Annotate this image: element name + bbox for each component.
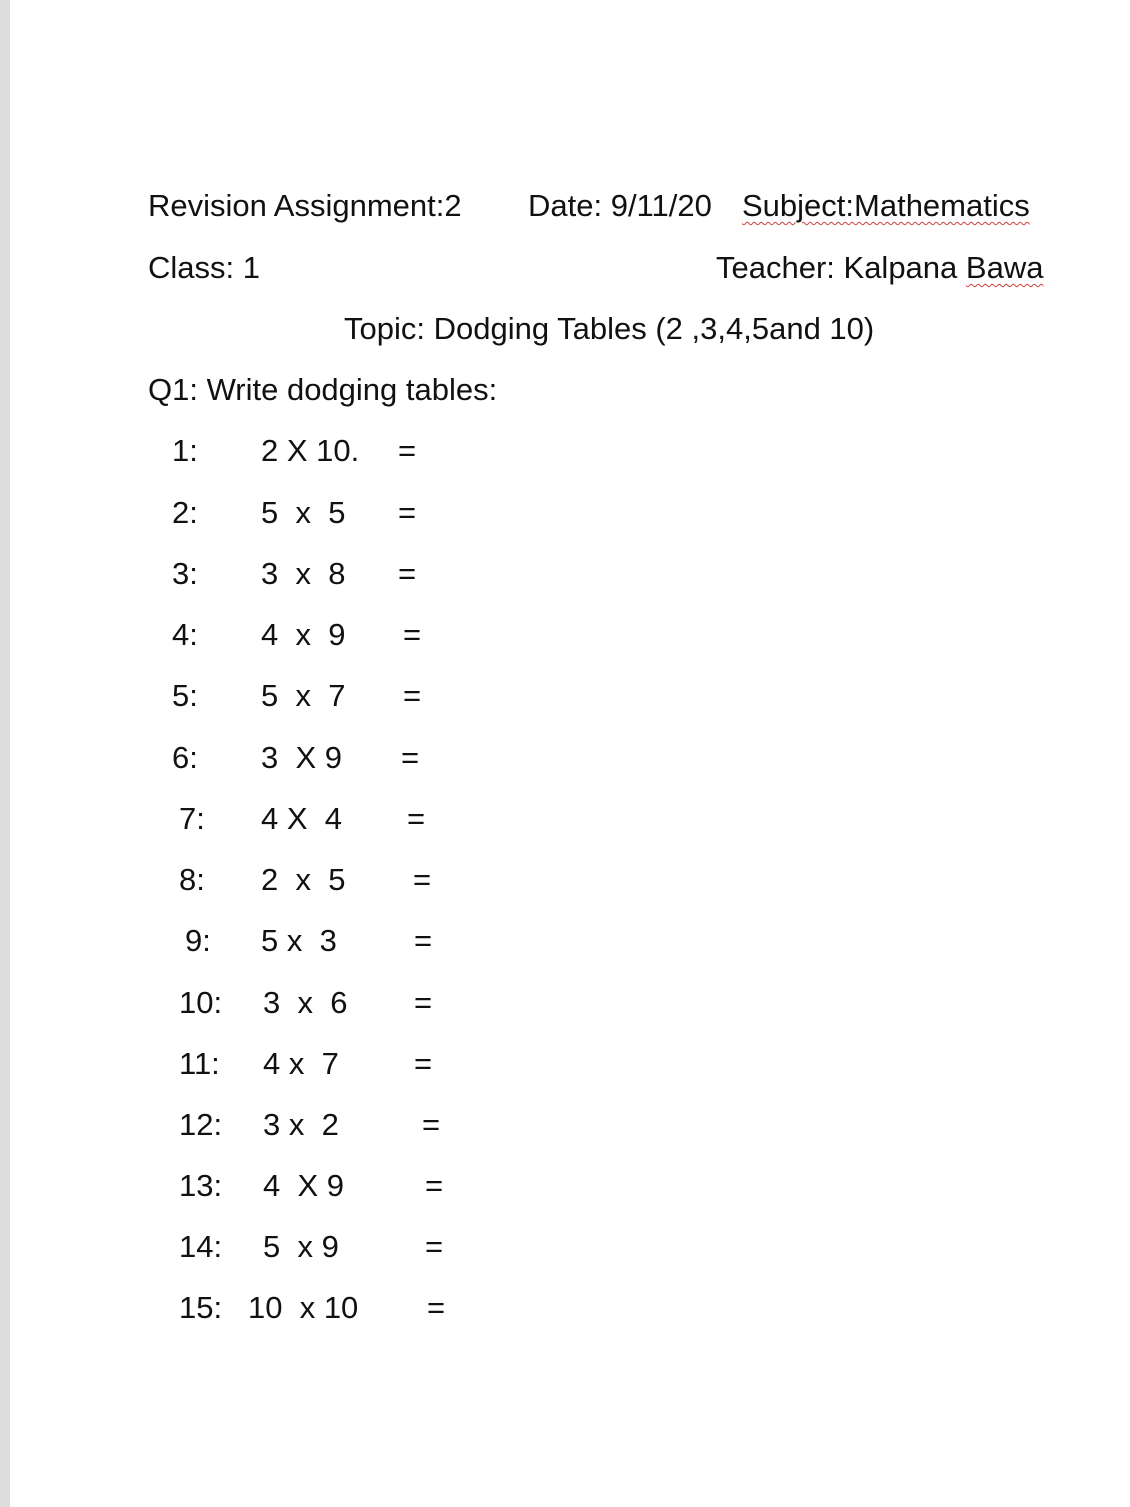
multiplication-expression: 5 x 9 bbox=[263, 1229, 339, 1264]
subject-label: Subject: bbox=[742, 188, 855, 223]
multiplication-expression: 5 x 5 bbox=[261, 495, 346, 530]
equals-sign: = bbox=[398, 433, 417, 468]
question-number: 2: bbox=[172, 495, 198, 530]
equals-sign: = bbox=[422, 1107, 441, 1142]
equals-sign: = bbox=[407, 801, 426, 836]
question-number: 14: bbox=[179, 1229, 223, 1264]
equals-sign: = bbox=[414, 1046, 433, 1081]
equals-sign: = bbox=[425, 1168, 444, 1203]
question-row bbox=[10, 1290, 610, 1326]
multiplication-expression: 3 x 8 bbox=[261, 556, 346, 591]
multiplication-expression: 4 X 9 bbox=[263, 1168, 344, 1203]
equals-sign: = bbox=[401, 740, 420, 775]
multiplication-expression: 2 X 10. bbox=[261, 433, 360, 468]
question-row bbox=[10, 985, 610, 1021]
question-number: 12: bbox=[179, 1107, 223, 1142]
question-heading: Q1: Write dodging tables: bbox=[148, 372, 498, 407]
question-number: 13: bbox=[179, 1168, 223, 1203]
multiplication-expression: 4 x 9 bbox=[261, 617, 346, 652]
question-row bbox=[10, 617, 610, 653]
multiplication-expression: 5 x 3 bbox=[261, 923, 337, 958]
teacher-label: Teacher: Kalpana bbox=[716, 250, 966, 285]
equals-sign: = bbox=[398, 495, 417, 530]
question-row bbox=[10, 923, 610, 959]
question-number: 8: bbox=[179, 862, 205, 897]
multiplication-expression: 4 x 7 bbox=[263, 1046, 339, 1081]
question-row bbox=[10, 862, 610, 898]
question-number: 11: bbox=[179, 1046, 220, 1081]
multiplication-expression: 2 x 5 bbox=[261, 862, 346, 897]
question-row bbox=[10, 801, 610, 837]
viewer-left-margin bbox=[0, 0, 10, 1507]
question-row bbox=[10, 1107, 610, 1143]
equals-sign: = bbox=[413, 862, 432, 897]
question-number: 7: bbox=[179, 801, 205, 836]
multiplication-expression: 3 X 9 bbox=[261, 740, 342, 775]
multiplication-expression: 3 x 2 bbox=[263, 1107, 339, 1142]
teacher-line bbox=[716, 250, 1043, 286]
question-row bbox=[10, 1046, 610, 1082]
assignment-title: Revision Assignment:2 bbox=[148, 188, 462, 223]
topic-heading: Topic: Dodging Tables (2 ,3,4,5and 10) bbox=[344, 311, 875, 346]
document-page bbox=[10, 0, 1130, 1507]
question-number: 6: bbox=[172, 740, 198, 775]
class-label: Class: 1 bbox=[148, 250, 260, 285]
question-row bbox=[10, 740, 610, 776]
question-row bbox=[10, 1168, 610, 1204]
question-number: 15: bbox=[179, 1290, 223, 1325]
equals-sign: = bbox=[425, 1229, 444, 1264]
equals-sign: = bbox=[414, 985, 433, 1020]
question-row bbox=[10, 1229, 610, 1265]
question-row bbox=[10, 678, 610, 714]
assignment-date: Date: 9/11/20 bbox=[528, 188, 712, 223]
equals-sign: = bbox=[414, 923, 433, 958]
equals-sign: = bbox=[403, 617, 422, 652]
question-number: 10: bbox=[179, 985, 223, 1020]
question-number: 4: bbox=[172, 617, 198, 652]
question-row bbox=[10, 433, 610, 469]
question-number: 9: bbox=[185, 923, 211, 958]
subject-value: Mathematics bbox=[854, 188, 1030, 223]
equals-sign: = bbox=[403, 678, 422, 713]
question-row bbox=[10, 556, 610, 592]
question-row bbox=[10, 495, 610, 531]
multiplication-expression: 3 x 6 bbox=[263, 985, 348, 1020]
equals-sign: = bbox=[427, 1290, 446, 1325]
teacher-surname: Bawa bbox=[965, 250, 1044, 285]
subject-line bbox=[742, 188, 1030, 224]
multiplication-expression: 4 X 4 bbox=[261, 801, 342, 836]
multiplication-expression: 10 x 10 bbox=[248, 1290, 359, 1325]
question-number: 1: bbox=[172, 433, 198, 468]
question-number: 3: bbox=[172, 556, 198, 591]
multiplication-expression: 5 x 7 bbox=[261, 678, 346, 713]
equals-sign: = bbox=[398, 556, 417, 591]
question-number: 5: bbox=[172, 678, 198, 713]
